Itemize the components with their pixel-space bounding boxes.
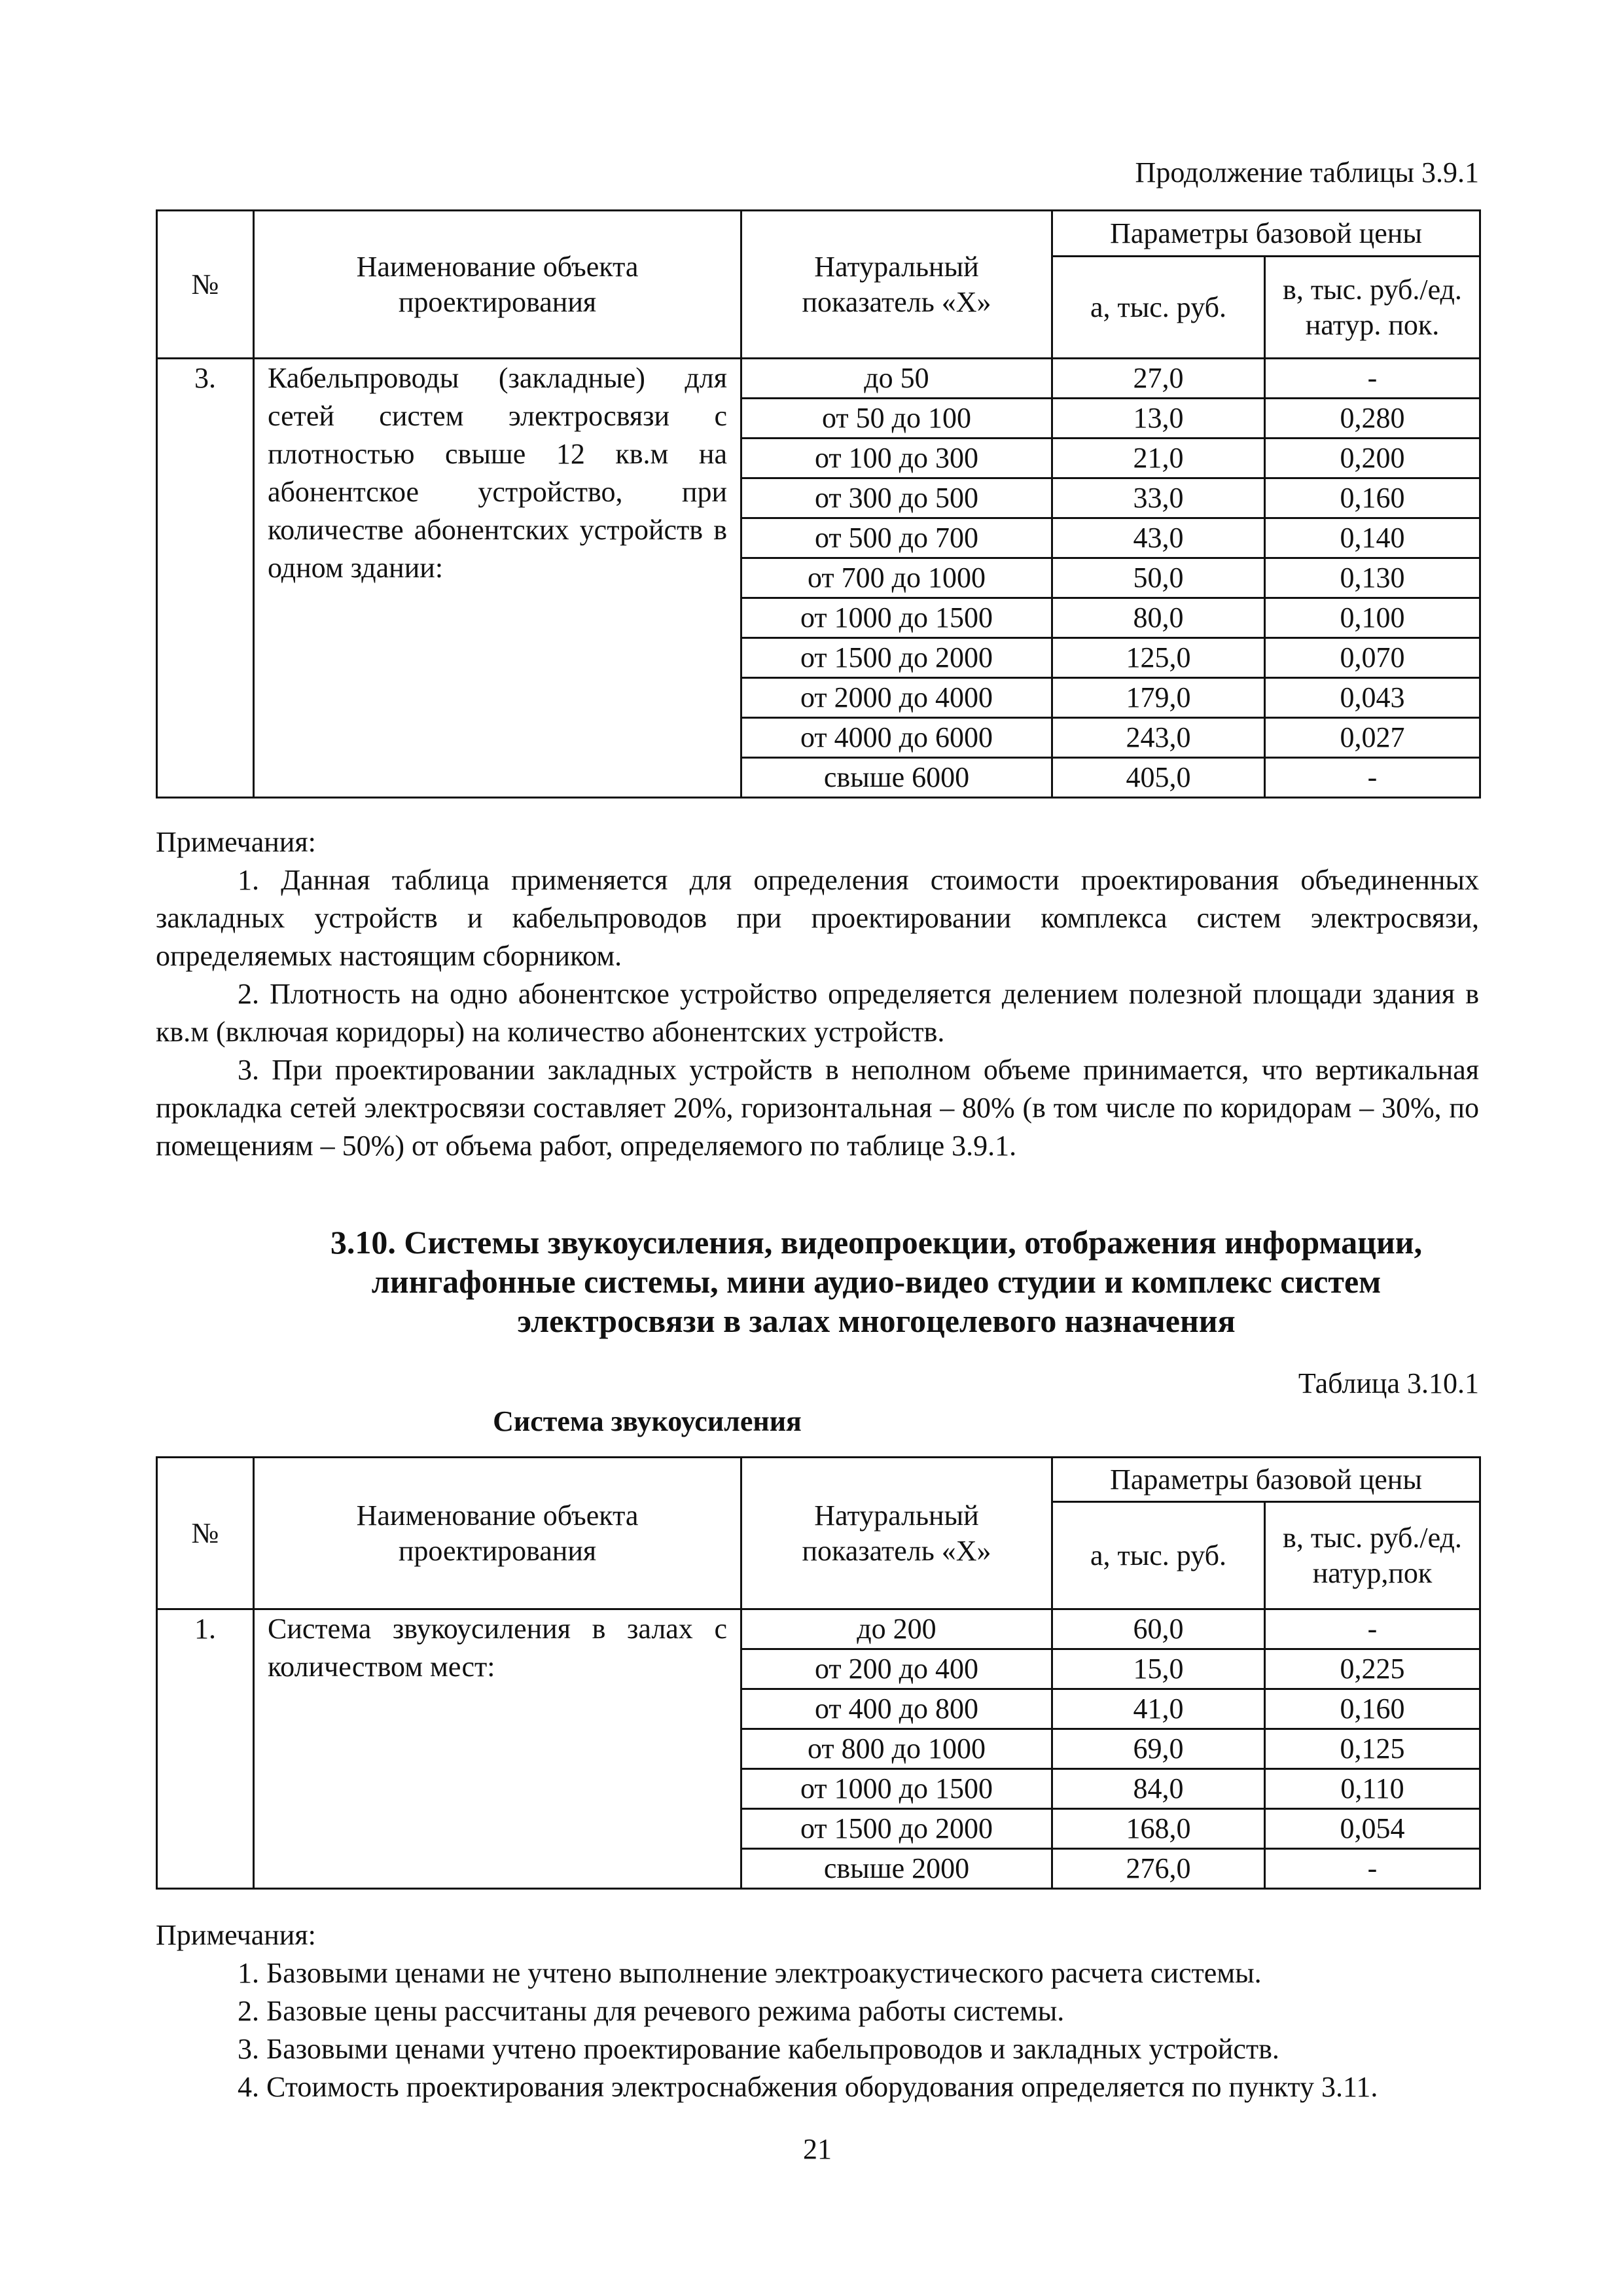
cell-b: 0,054 [1265,1809,1480,1849]
cell-a: 43,0 [1052,518,1265,558]
cell-a: 21,0 [1052,439,1265,478]
table-row [157,359,1480,399]
cell-a: 84,0 [1052,1769,1265,1809]
cell-a: 33,0 [1052,478,1265,518]
cell-x: от 1500 до 2000 [741,1809,1052,1849]
cell-x: от 300 до 500 [741,478,1052,518]
note-item: 4. Стоимость проектирования электроснабжения оборудования определяется по пункту 3.11. [238,2071,1378,2103]
cell-x: от 700 до 1000 [741,558,1052,598]
table-body [157,359,1480,798]
header-no: № [157,1458,254,1609]
cell-b: 0,225 [1265,1649,1480,1689]
cell-a: 69,0 [1052,1729,1265,1769]
cell-b: 0,200 [1265,439,1480,478]
cell-b: - [1265,758,1480,798]
cell-x: от 400 до 800 [741,1689,1052,1729]
note-item: 1. Базовыми ценами не учтено выполнение электроакустического расчета системы. [238,1957,1262,1989]
cell-x: от 4000 до 6000 [741,718,1052,758]
cell-x: от 800 до 1000 [741,1729,1052,1769]
note-item: 2. Базовые цены рассчитаны для речевого режима работы системы. [238,1995,1065,2027]
table-body [157,1609,1480,1889]
cell-x: от 1500 до 2000 [741,638,1052,678]
cell-x: от 500 до 700 [741,518,1052,558]
header-a: а, тыс. руб. [1052,257,1265,359]
cell-x: свыше 2000 [741,1849,1052,1889]
cell-a: 15,0 [1052,1649,1265,1689]
cell-a: 168,0 [1052,1809,1265,1849]
cell-a: 50,0 [1052,558,1265,598]
section-heading-line: лингафонные системы, мини аудио-видео студии и комплекс систем [371,1263,1382,1300]
cell-x: до 200 [741,1609,1052,1649]
page-number: 21 [803,2133,832,2165]
cell-x: от 2000 до 4000 [741,678,1052,718]
cell-b: 0,140 [1265,518,1480,558]
cell-x: свыше 6000 [741,758,1052,798]
header-indicator: Натуральный показатель «X» [741,211,1052,359]
section-heading-line: 3.10. Системы звукоусиления, видеопроекции, отображения информации, [330,1224,1423,1261]
item-number: 3. [157,359,254,798]
cell-x: от 50 до 100 [741,399,1052,439]
table-row [157,1609,1480,1649]
cell-a: 80,0 [1052,598,1265,638]
section-heading-line: электросвязи в залах многоцелевого назначения [517,1302,1236,1339]
section-heading [274,1223,1479,1340]
cell-a: 243,0 [1052,718,1265,758]
header-b: в, тыс. руб./ед. натур. пок. [1265,257,1480,359]
cell-b: 0,110 [1265,1769,1480,1809]
cell-a: 125,0 [1052,638,1265,678]
cell-b: 0,130 [1265,558,1480,598]
cell-x: до 50 [741,359,1052,399]
table-3-9-1 [156,209,1481,798]
note-item: 3. Базовыми ценами учтено проектирование кабельпроводов и закладных устройств. [238,2033,1279,2065]
cell-b: 0,027 [1265,718,1480,758]
header-name: Наименование объекта проектирования [254,1458,741,1609]
notes-2 [156,1916,1479,2106]
cell-b: 0,160 [1265,1689,1480,1729]
header-indicator: Натуральный показатель «X» [741,1458,1052,1609]
table-title: Система звукоусиления [493,1405,802,1437]
cell-a: 13,0 [1052,399,1265,439]
item-name: Система звукоусиления в залах с количеством мест: [254,1609,741,1889]
cell-a: 179,0 [1052,678,1265,718]
cell-b: - [1265,1609,1480,1649]
note-item: 2. Плотность на одно абонентское устройство определяется делением полезной площади здания в кв.м (включая коридоры) на количество абонентских устройств. [156,978,1479,1048]
cell-b: 0,070 [1265,638,1480,678]
item-number: 1. [157,1609,254,1889]
header-params: Параметры базовой цены [1052,1458,1480,1502]
notes-title: Примечания: [156,1919,316,1951]
cell-x: от 200 до 400 [741,1649,1052,1689]
note-item: 1. Данная таблица применяется для определения стоимости проектирования объединенных закладных устройств и кабельпроводов при проектировании комплекса систем электросвязи, определяемых настоящим сборником. [156,864,1479,972]
notes-1 [156,823,1479,1165]
cell-b: 0,160 [1265,478,1480,518]
cell-a: 27,0 [1052,359,1265,399]
header-no: № [157,211,254,359]
header-a: а, тыс. руб. [1052,1502,1265,1609]
cell-a: 405,0 [1052,758,1265,798]
cell-x: от 1000 до 1500 [741,1769,1052,1809]
header-name: Наименование объекта проектирования [254,211,741,359]
cell-x: от 100 до 300 [741,439,1052,478]
table-3-10-1 [156,1456,1481,1890]
cell-b: 0,280 [1265,399,1480,439]
cell-a: 60,0 [1052,1609,1265,1649]
cell-x: от 1000 до 1500 [741,598,1052,638]
cell-a: 41,0 [1052,1689,1265,1729]
cell-b: 0,125 [1265,1729,1480,1769]
cell-b: 0,043 [1265,678,1480,718]
cell-b: - [1265,1849,1480,1889]
notes-title: Примечания: [156,826,316,858]
cell-b: 0,100 [1265,598,1480,638]
item-name: Кабельпроводы (закладные) для сетей систем электросвязи с плотностью свыше 12 кв.м на абонентское устройство, при количестве абонентских устройств в одном здании: [254,359,741,798]
note-item: 3. При проектировании закладных устройств в неполном объеме принимается, что вертикальная прокладка сетей электросвязи составляет 20%, горизонтальная – 80% (в том числе по коридорам – 30%, по помещениям – 50%) от объема работ, определяемого по таблице 3.9.1. [156,1054,1479,1162]
cell-a: 276,0 [1052,1849,1265,1889]
cell-b: - [1265,359,1480,399]
header-b: в, тыс. руб./ед. натур,пок [1265,1502,1480,1609]
table-continuation-caption: Продолжение таблицы 3.9.1 [1135,156,1479,188]
table-caption: Таблица 3.10.1 [1298,1367,1479,1399]
header-params: Параметры базовой цены [1052,211,1480,257]
